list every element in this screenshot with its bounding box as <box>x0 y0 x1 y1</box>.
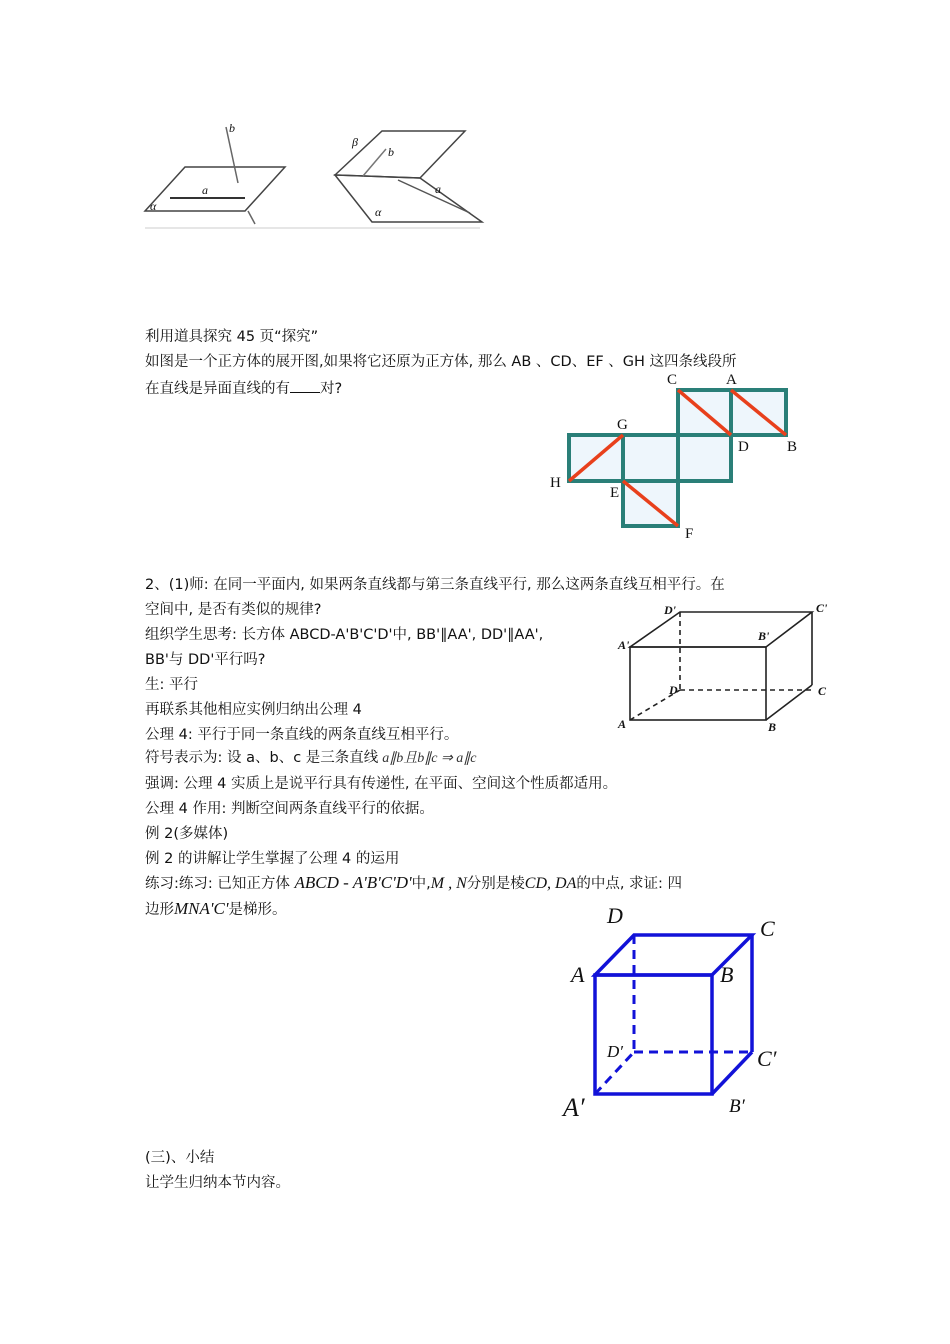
cube-label-b: B <box>720 962 734 987</box>
section2-line-7: 公理 4: 平行于同一条直线的两条直线互相平行。 <box>145 727 459 743</box>
plane-alpha-label-right: α <box>375 205 382 219</box>
cube-label-c: C <box>760 916 775 941</box>
summary-body: 让学生归纳本节内容。 <box>145 1175 290 1191</box>
box-label-d1: D' <box>664 603 676 617</box>
cube-label-d1: D′ <box>607 1042 623 1061</box>
section2-line-2: 空间中, 是否有类似的规律? <box>145 602 322 618</box>
exercise-text-c: 分别是棱 <box>466 876 525 892</box>
box-label-a1: A' <box>618 638 630 652</box>
axiom4-formula: a∥b且b∥c ⇒ a∥c <box>382 751 477 766</box>
net-label-f: F <box>685 526 694 542</box>
explore-question-text: 在直线是异面直线的有 <box>145 381 290 397</box>
net-label-h: H <box>550 475 561 491</box>
net-label-d: D <box>738 439 749 455</box>
exercise-text-f: 是梯形。 <box>228 902 287 918</box>
section2-line-9: 强调: 公理 4 实质上是说平行具有传递性, 在平面、空间这个性质都适用。 <box>145 776 618 792</box>
net-label-e: E <box>610 485 620 501</box>
midpoints-math: M , N <box>430 875 467 892</box>
cube-label-a1: A′ <box>563 1093 585 1122</box>
symbol-intro: 符号表示为: 设 a、b、c 是三条直线 <box>145 750 379 766</box>
explore-question-end: 对? <box>320 381 343 397</box>
exercise-text-e: 边形 <box>145 902 174 918</box>
explore-line-1: 利用道具探究 45 页“探究” <box>145 329 319 345</box>
net-label-c: C <box>667 372 678 388</box>
net-label-a: A <box>726 372 737 388</box>
box-label-b1: B' <box>758 629 770 643</box>
line-a-label-right: a <box>435 182 441 196</box>
cube-label-c1: C′ <box>757 1046 777 1071</box>
edges-math: CD, DA <box>524 875 577 892</box>
box-label-a: A <box>618 717 627 731</box>
line-b-label-left: b <box>229 121 235 135</box>
section2-line-4: BB'与 DD'平行吗? <box>145 652 266 668</box>
cube-label-d: D <box>607 903 623 928</box>
box-label-c: C <box>818 684 827 698</box>
cube-label-b1: B′ <box>729 1096 745 1117</box>
plane-beta-label-right: β <box>352 135 358 149</box>
quadrilateral-math: MNA'C' <box>174 899 229 918</box>
box-label-d: D <box>669 683 678 697</box>
section2-line-6: 再联系其他相应实例归纳出公理 4 <box>145 702 362 718</box>
section2-line-5: 生: 平行 <box>145 677 198 693</box>
line-a-label-left: a <box>202 183 208 197</box>
box-label-b: B <box>768 720 777 734</box>
plane-alpha-label-left: α <box>150 199 157 213</box>
section2-line-3: 组织学生思考: 长方体 ABCD-A'B'C'D'中, BB'∥AA', DD'∥AA', <box>145 627 544 643</box>
cube-label-a: A <box>571 962 585 987</box>
section2-line-10: 公理 4 作用: 判断空间两条直线平行的依据。 <box>145 801 434 817</box>
summary-title: (三)、小结 <box>145 1150 215 1166</box>
exercise-intro: 练习:练习: 已知正方体 <box>145 876 290 892</box>
line-b-label-right: b <box>388 145 394 159</box>
section2-line-12: 例 2 的讲解让学生掌握了公理 4 的运用 <box>145 851 400 867</box>
cube-name-math: ABCD - A'B'C'D' <box>294 873 412 892</box>
box-label-c1: C' <box>816 601 828 615</box>
net-label-b: B <box>787 439 798 455</box>
exercise-text-d: 的中点, 求证: 四 <box>576 876 683 892</box>
section2-line-1: 2、(1)师: 在同一平面内, 如果两条直线都与第三条直线平行, 那么这两条直线互相平行。在 <box>145 577 725 593</box>
section2-line-11: 例 2(多媒体) <box>145 826 229 842</box>
exercise-text-b: 中, <box>411 876 431 892</box>
net-label-g: G <box>617 417 628 433</box>
explore-line-2: 如图是一个正方体的展开图,如果将它还原为正方体, 那么 AB 、CD、EF 、GH 这四条线段所 <box>145 354 737 370</box>
